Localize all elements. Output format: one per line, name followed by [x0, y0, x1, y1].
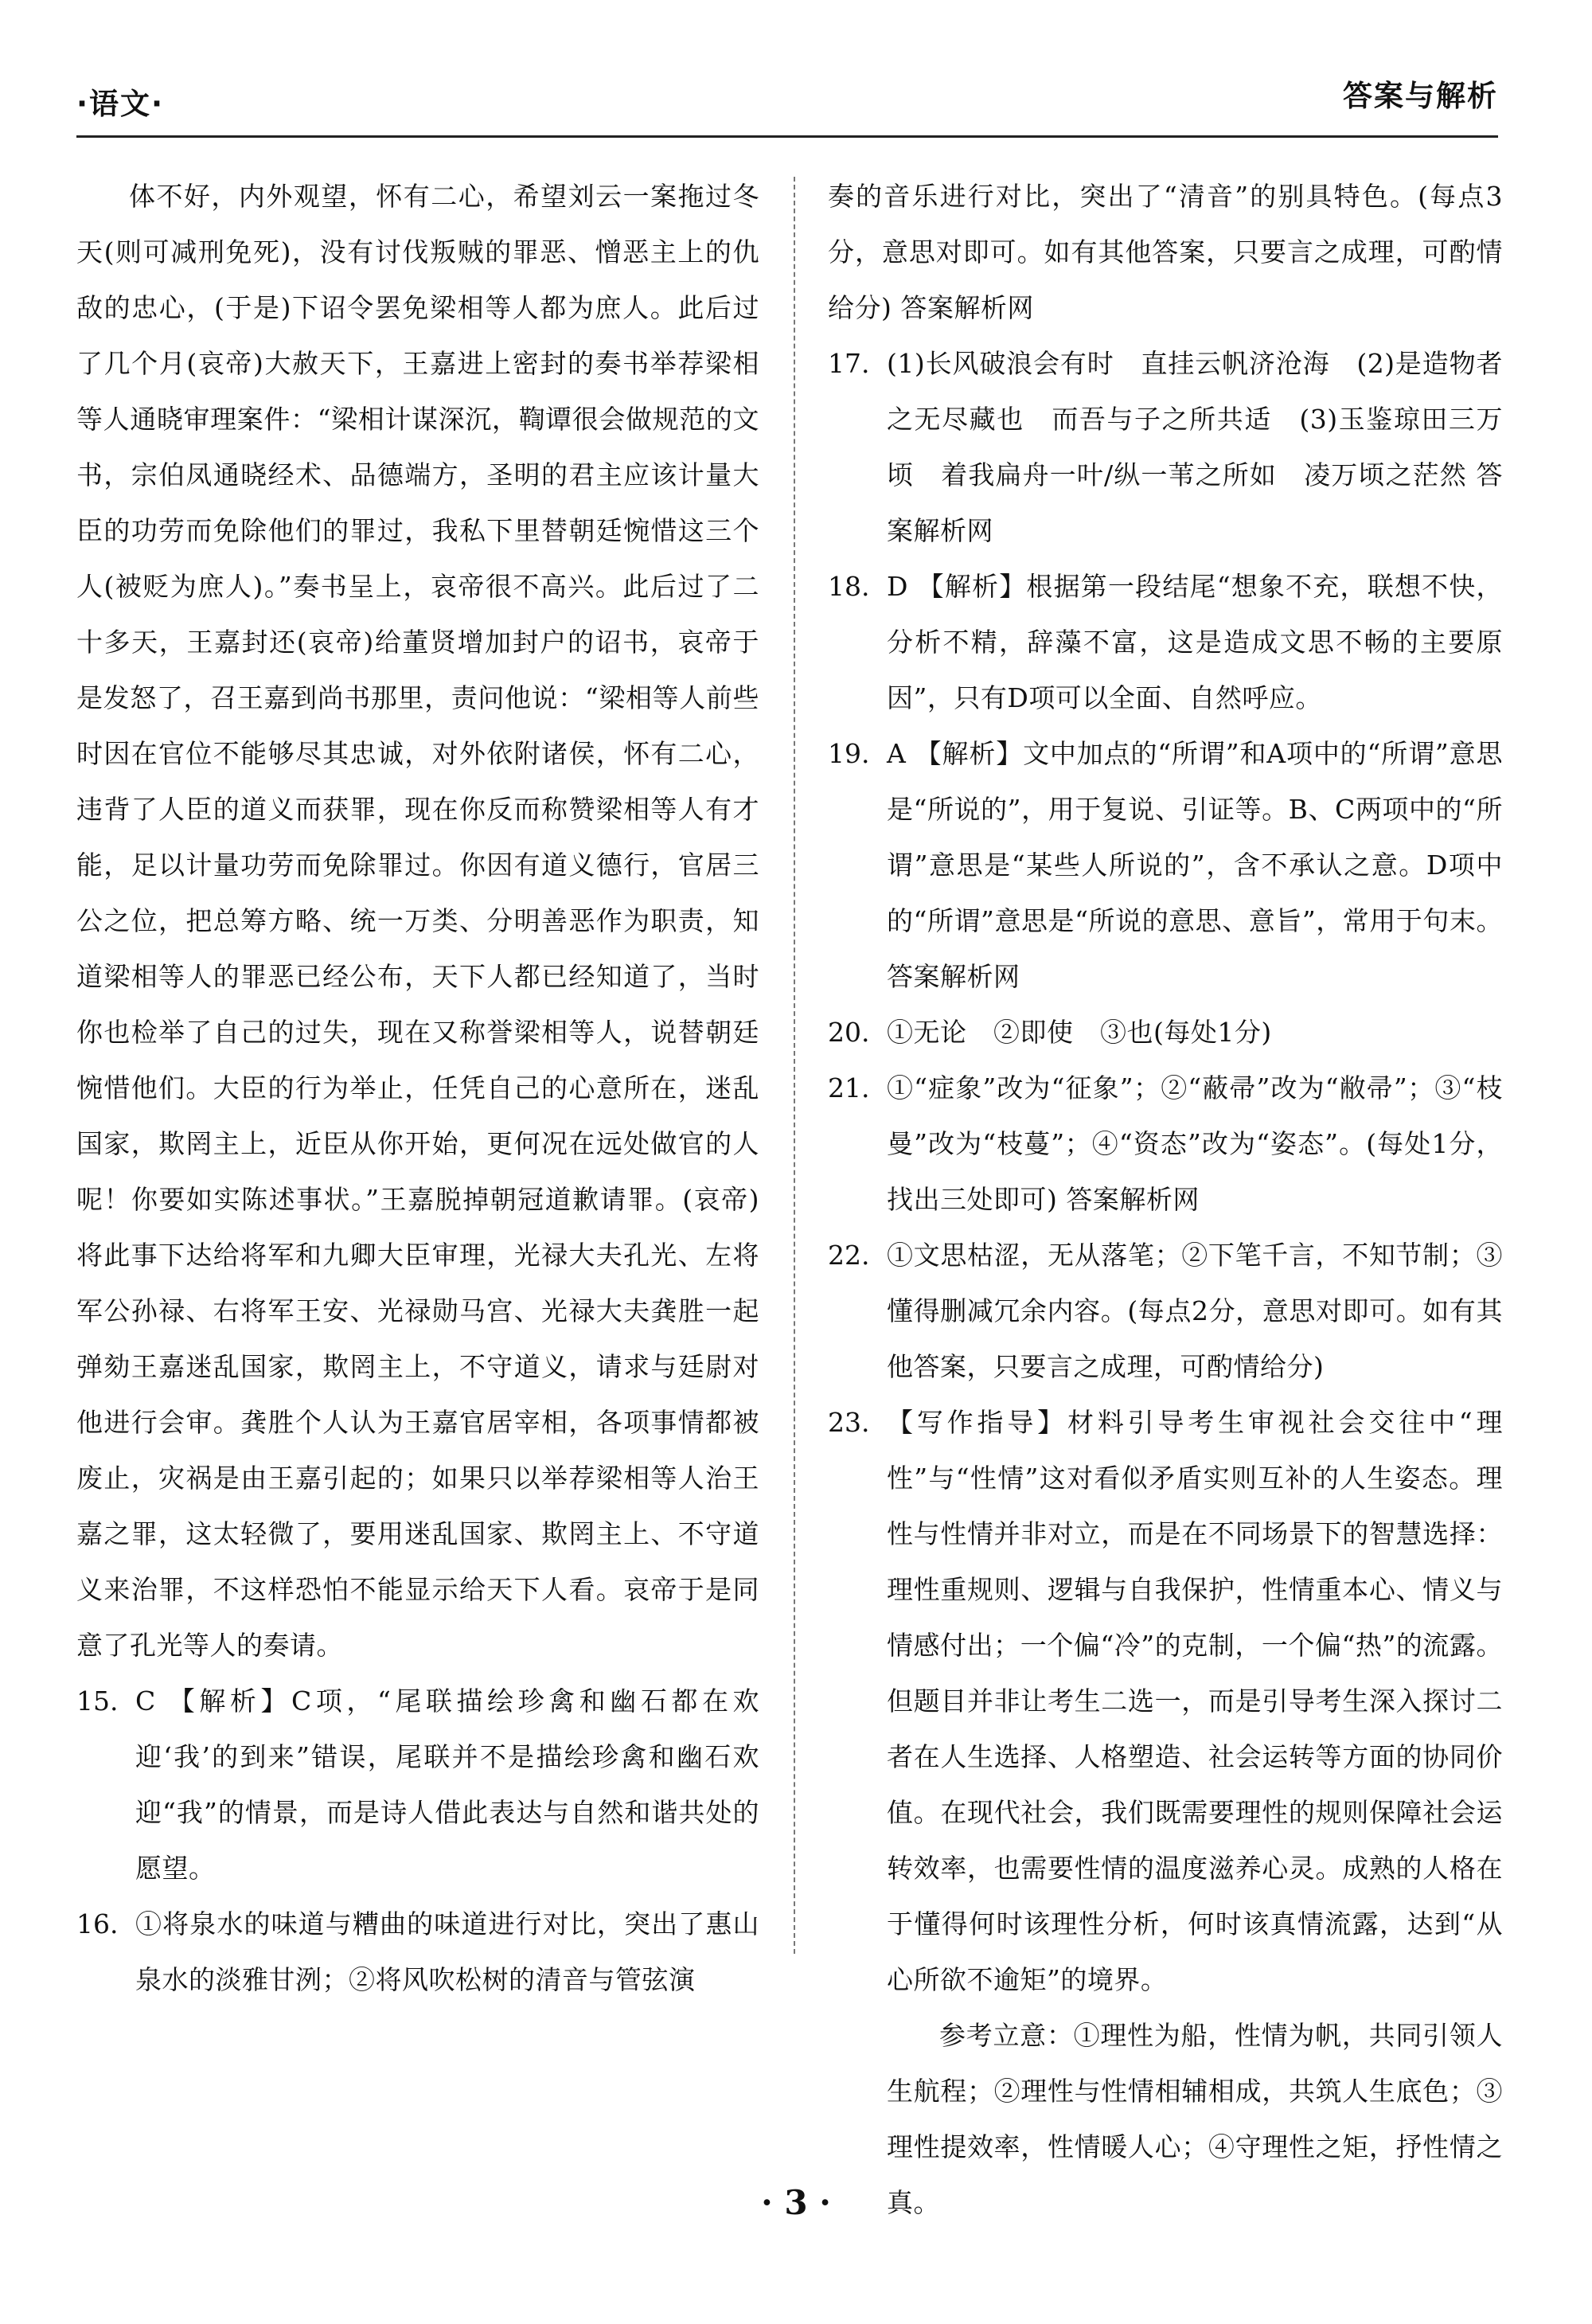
item-text: (1)长风破浪会有时 直挂云帆济沧海 (2)是造物者之无尽藏也 而吾与子之所共适 (3)玉鉴琼田三万顷 着我扁舟一叶/纵一苇之所如 凌万顷之茫然 答案解析网	[887, 348, 1503, 546]
column-divider	[794, 177, 795, 1954]
item-number: 15.	[76, 1685, 119, 1717]
item-number: 17.	[828, 348, 870, 379]
item-text: ①文思枯涩，无从落笔；②下笔千言，不知节制；③懂得删减冗余内容。(每点2分，意思对即可。如有其他答案，只要言之成理，可酌情给分)	[887, 1240, 1503, 1382]
item-16-continuation: 奏的音乐进行对比，突出了“清音”的别具特色。(每点3分，意思对即可。如有其他答案，只要言之成理，可酌情给分) 答案解析网	[828, 181, 1503, 323]
left-column	[76, 169, 759, 2008]
answer-item-18	[828, 559, 1503, 726]
item-number: 21.	[828, 1072, 870, 1103]
item-text: D 【解析】根据第一段结尾“想象不充，联想不快，分析不精，辞藻不富，这是造成文思不畅的主要原因”，只有D项可以全面、自然呼应。	[887, 571, 1503, 713]
page-number: · 3 ·	[761, 2183, 831, 2222]
item-text: ①“症象”改为“征象”；②“蔽帚”改为“敝帚”；③“枝曼”改为“枝蔓”；④“资态”改为“姿态”。(每处1分，找出三处即可) 答案解析网	[887, 1072, 1503, 1215]
answer-item-16	[76, 1896, 759, 2008]
item-text: ①将泉水的味道与糟曲的味道进行对比，突出了惠山泉水的淡雅甘洌；②将风吹松树的清音与管弦演	[135, 1908, 759, 1995]
answer-item-17	[828, 336, 1503, 559]
item-text: C 【解析】C项，“尾联描绘珍禽和幽石都在欢迎‘我’的到来”错误，尾联并不是描绘珍禽和幽石欢迎“我”的情景，而是诗人借此表达与自然和谐共处的愿望。	[135, 1685, 759, 1884]
answer-item-20	[828, 1005, 1503, 1060]
answer-item-22	[828, 1228, 1503, 1395]
right-column	[828, 169, 1503, 2231]
header-rule	[76, 135, 1498, 138]
answer-item-23	[828, 1395, 1503, 2008]
item-number: 20.	[828, 1017, 870, 1048]
item-number: 16.	[76, 1908, 119, 1939]
item-text: 【写作指导】材料引导考生审视社会交往中“理性”与“性情”这对看似矛盾实则互补的人生姿态。理性与性情并非对立，而是在不同场景下的智慧选择：理性重规则、逻辑与自我保护，性情重本心、情义与情感付出；一个偏“冷”的克制，一个偏“热”的流露。但题目并非让考生二选一，而是引导考生深入探讨二者在人生选择、人格塑造、社会运转等方面的协同价值。在现代社会，我们既需要理性的规则保障社会运转效率，也需要性情的温度滋养心灵。成熟的人格在于懂得何时该理性分析，何时该真情流露，达到“从心所欲不逾矩”的境界。	[887, 1407, 1503, 1995]
item-text: A 【解析】文中加点的“所谓”和A项中的“所谓”意思是“所说的”，用于复说、引证等。B、C两项中的“所谓”意思是“某些人所说的”，含不承认之意。D项中的“所谓”意思是“所说的意思、意旨”，常用于句末。答案解析网	[887, 738, 1503, 992]
header-subject: ·语文·	[76, 87, 165, 121]
translation-continuation: 体不好，内外观望，怀有二心，希望刘云一案拖过冬天(则可减刑免死)，没有讨伐叛贼的罪恶、憎恶主上的仇敌的忠心，(于是)下诏令罢免梁相等人都为庶人。此后过了几个月(哀帝)大赦天下，王嘉进上密封的奏书举荐梁相等人通晓审理案件：“梁相计谋深沉，鞫谭很会做规范的文书，宗伯凤通晓经术、品德端方，圣明的君主应该计量大臣的功劳而免除他们的罪过，我私下里替朝廷惋惜这三个人(被贬为庶人)。”奏书呈上，哀帝很不高兴。此后过了二十多天，王嘉封还(哀帝)给董贤增加封户的诏书，哀帝于是发怒了，召王嘉到尚书那里，责问他说：“梁相等人前些时因在官位不能够尽其忠诚，对外依附诸侯，怀有二心，违背了人臣的道义而获罪，现在你反而称赞梁相等人有才能，足以计量功劳而免除罪过。你因有道义德行，官居三公之位，把总筹方略、统一万类、分明善恶作为职责，知道梁相等人的罪恶已经公布，天下人都已经知道了，当时你也检举了自己的过失，现在又称誉梁相等人，说替朝廷惋惜他们。大臣的行为举止，任凭自己的心意所在，迷乱国家，欺罔主上，近臣从你开始，更何况在远处做官的人呢！你要如实陈述事状。”王嘉脱掉朝冠道歉请罪。(哀帝)将此事下达给将军和九卿大臣审理，光禄大夫孔光、左将军公孙禄、右将军王安、光禄勋马宫、光禄大夫龚胜一起弹劾王嘉迷乱国家，欺罔主上，不守道义，请求与廷尉对他进行会审。龚胜个人认为王嘉官居宰相，各项事情都被废止，灾祸是由王嘉引起的；如果只以举荐梁相等人治王嘉之罪，这太轻微了，要用迷乱国家、欺罔主上、不守道义来治罪，不这样恐怕不能显示给天下人看。哀帝于是同意了孔光等人的奏请。	[76, 181, 759, 1661]
item-number: 19.	[828, 738, 870, 769]
reference-theme: 参考立意：①理性为船，性情为帆，共同引领人生航程；②理性与性情相辅相成，共筑人生底色；③理性提效率，性情暖人心；④守理性之矩，抒性情之真。	[887, 2020, 1503, 2218]
header-section-title: 答案与解析	[1343, 79, 1498, 113]
answer-item-21	[828, 1060, 1503, 1228]
answer-item-15	[76, 1674, 759, 1896]
item-number: 23.	[828, 1407, 870, 1438]
item-text: ①无论 ②即使 ③也(每处1分)	[887, 1017, 1272, 1048]
answer-item-19	[828, 726, 1503, 1005]
item-number: 22.	[828, 1240, 870, 1271]
item-number: 18.	[828, 571, 870, 602]
